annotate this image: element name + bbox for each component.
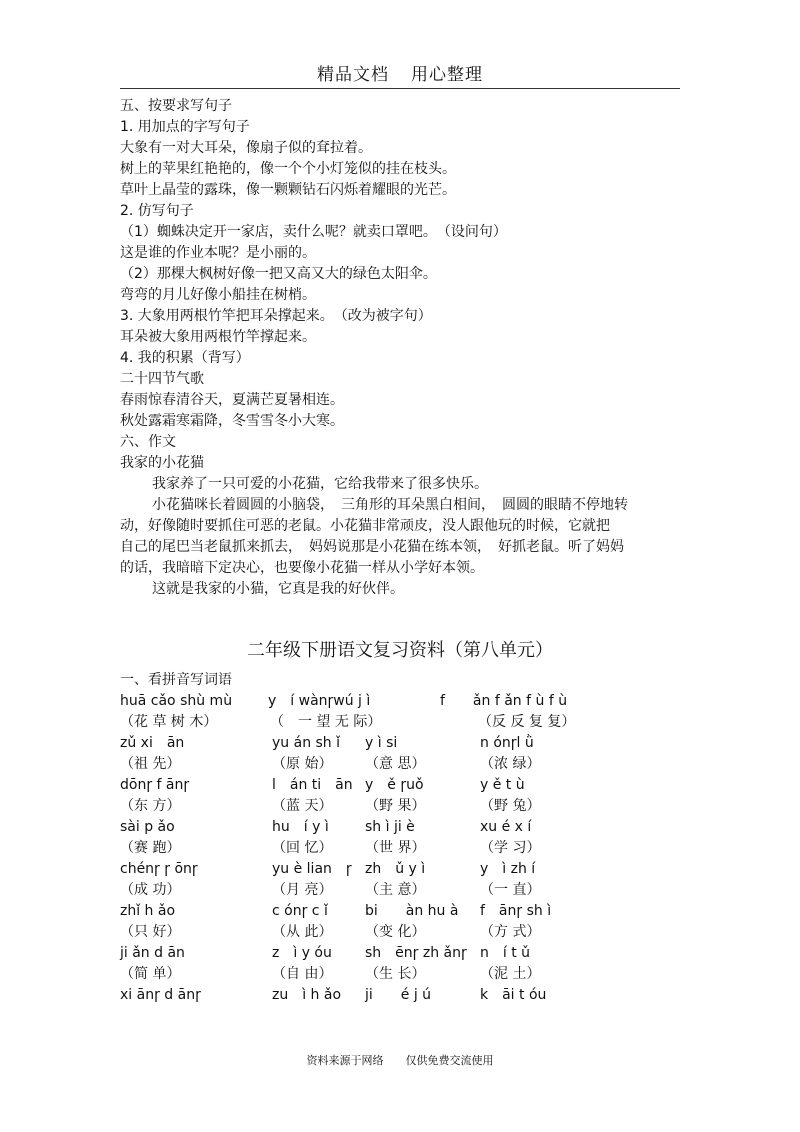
text-line: 弯弯的月儿好像小船挂在树梢。 — [120, 287, 316, 303]
text-line: 我家的小花猫 — [120, 455, 204, 471]
text-line: 春雨惊春清谷天，夏满芒夏暑相连。 — [120, 392, 344, 408]
pinyin-row — [120, 859, 680, 880]
pinyin-cell: ji ǎn d ān — [120, 945, 185, 961]
pinyin-row — [120, 775, 680, 796]
text-line: 草叶上晶莹的露珠，像一颗颗钻石闪烁着耀眼的光芒。 — [120, 182, 456, 198]
word-row — [120, 838, 680, 859]
pinyin-row — [120, 817, 680, 838]
pinyin-cell: xu é x í — [480, 819, 532, 835]
word-cell: （东 方） — [120, 798, 181, 814]
pinyin-cell: hu í y ì — [272, 819, 329, 835]
text-line: 这是谁的作业本呢？是小丽的。 — [120, 245, 316, 261]
word-cell: （祖 先） — [120, 756, 181, 772]
text-line: 大象有一对大耳朵，像扇子似的耷拉着。 — [120, 140, 372, 156]
text-line: （2）那棵大枫树好像一把又高又大的绿色太阳伞。 — [120, 266, 437, 282]
word-cell: （方 式） — [480, 924, 541, 940]
text-line: （1）蜘蛛决定开一家店，卖什么呢？就卖口罩吧。 （设问句） — [120, 224, 507, 240]
word-cell: （学 习） — [480, 840, 541, 856]
word-row — [120, 754, 680, 775]
word-cell: （野 果） — [365, 798, 426, 814]
word-row — [120, 880, 680, 901]
pinyin-row — [120, 943, 680, 964]
pinyin-row — [120, 901, 680, 922]
pinyin-cell: huā cǎo shù mù — [120, 693, 233, 709]
pinyin-row — [120, 733, 680, 754]
header-left: 精品文档 — [317, 65, 389, 85]
pinyin-cell: c ónɼ c ǐ — [272, 903, 328, 919]
pinyin-cell: dōnɼ f ānɼ — [120, 777, 190, 793]
pinyin-cell: y ì zh í — [480, 861, 536, 877]
word-cell: （泥 土） — [480, 966, 541, 982]
text-line: 树上的苹果红艳艳的，像一个个小灯笼似的挂在枝头。 — [120, 161, 456, 177]
text-line: 4. 我的积累（背写） — [120, 350, 250, 366]
word-cell: （成 功） — [120, 882, 181, 898]
essay-line: 我家养了一只可爱的小花猫，它给我带来了很多快乐。 — [152, 476, 488, 492]
essay-line: 自己的尾巴当老鼠抓来抓去， 妈妈说那是小花猫在练本领， 好抓老鼠。听了妈妈 — [120, 539, 624, 555]
section-five — [120, 96, 680, 474]
pinyin-cell: n ónɼl ǜ — [480, 735, 534, 751]
text-line: 耳朵被大象用两根竹竿撑起来。 — [120, 329, 316, 345]
pinyin-cell: ji é j ú — [365, 987, 432, 1003]
pinyin-cell: f ǎn f ǎn f ù f ù — [440, 693, 568, 709]
word-cell: （生 长） — [365, 966, 426, 982]
essay-line: 小花猫咪长着圆圆的小脑袋， 三角形的耳朵黑白相间， 圆圆的眼睛不停地转 — [152, 497, 628, 513]
pinyin-cell: chénɼ ɼ ōnɼ — [120, 861, 198, 877]
pinyin-cell: zhǐ h ǎo — [120, 903, 176, 919]
word-cell: （只 好） — [120, 924, 181, 940]
word-cell: （回 忆） — [272, 840, 333, 856]
word-cell: （蓝 天） — [272, 798, 333, 814]
pinyin-cell: y ě ɼuǒ — [365, 777, 424, 793]
pinyin-cell: y ě t ù — [480, 777, 525, 793]
word-row — [120, 712, 680, 733]
word-cell: （花 草 树 木） — [120, 714, 218, 730]
pinyin-cell: xi ānɼ d ānɼ — [120, 987, 201, 1003]
header-divider — [120, 88, 680, 89]
pinyin-cell: k āi t óu — [480, 987, 547, 1003]
pinyin-cell: yu è lian ɼ — [272, 861, 352, 877]
pinyin-row — [120, 985, 680, 1006]
pinyin-cell: y í wànɼwú j ì — [268, 693, 371, 709]
word-cell: （一 直） — [480, 882, 541, 898]
text-line: 秋处露霜寒霜降，冬雪雪冬小大寒。 — [120, 413, 344, 429]
word-row — [120, 964, 680, 985]
essay-line: 的话，我暗暗下定决心，也要像小花猫一样从小学好本领。 — [120, 560, 484, 576]
essay-line: 这就是我家的小猫，它真是我的好伙伴。 — [152, 581, 404, 597]
section-title: 二年级下册语文复习资料（第八单元） — [247, 640, 553, 661]
word-cell: （变 化） — [365, 924, 426, 940]
word-row — [120, 796, 680, 817]
pinyin-cell: zu ì h ǎo — [272, 987, 342, 1003]
pinyin-cell: n í t ǔ — [480, 945, 531, 961]
pinyin-cell: f ānɼ sh ì — [480, 903, 552, 919]
text-line: 1. 用加点的字写句子 — [120, 119, 250, 135]
word-cell: （浓 绿） — [480, 756, 541, 772]
word-cell: （ 一 望 无 际） — [270, 714, 382, 730]
pinyin-cell: zǔ xi ān — [120, 735, 185, 751]
pinyin-cell: zh ǔ y ì — [365, 861, 426, 877]
word-cell: （原 始） — [272, 756, 333, 772]
pinyin-cell: sh ì ji è — [365, 819, 415, 835]
essay-line: 动，好像随时要抓住可恶的老鼠。小花猫非常顽皮，没人跟他玩的时候，它就把 — [120, 518, 610, 534]
text-line: 2. 仿写句子 — [120, 203, 194, 219]
word-cell: （从 此） — [272, 924, 333, 940]
pinyin-row — [120, 691, 680, 712]
pinyin-cell: sh ēnɼ zh ǎnɼ — [365, 945, 467, 961]
word-cell: （世 界） — [365, 840, 426, 856]
pinyin-cell: sài p ǎo — [120, 819, 175, 835]
pinyin-cell: y ì si — [365, 735, 398, 751]
pinyin-cell: l án ti ān — [272, 777, 353, 793]
pinyin-grid — [120, 691, 680, 1006]
pinyin-cell: z ì y óu — [272, 945, 332, 961]
word-cell: （自 由） — [272, 966, 333, 982]
essay — [120, 474, 680, 600]
word-cell: （月 亮） — [272, 882, 333, 898]
page-footer: 资料来源于网络 仅供免费交流使用 — [306, 1054, 494, 1067]
word-cell: （反 反 复 复） — [478, 714, 576, 730]
page-header — [120, 60, 680, 85]
word-cell: （意 思） — [365, 756, 426, 772]
word-cell: （主 意） — [365, 882, 426, 898]
word-cell: （野 兔） — [480, 798, 541, 814]
text-line: 3. 大象用两根竹竿把耳朵撑起来。 （改为被字句） — [120, 308, 432, 324]
header-right: 用心整理 — [411, 65, 483, 85]
text-line: 五、按要求写句子 — [120, 98, 232, 114]
subsection-heading: 一、看拼音写词语 — [120, 672, 232, 688]
text-line: 二十四节气歌 — [120, 371, 204, 387]
pinyin-cell: yu án sh ǐ — [272, 735, 341, 751]
text-line: 六、作文 — [120, 434, 176, 450]
pinyin-cell: bi àn hu à — [365, 903, 459, 919]
word-row — [120, 922, 680, 943]
word-cell: （赛 跑） — [120, 840, 181, 856]
page-content — [120, 96, 680, 1006]
word-cell: （简 单） — [120, 966, 181, 982]
